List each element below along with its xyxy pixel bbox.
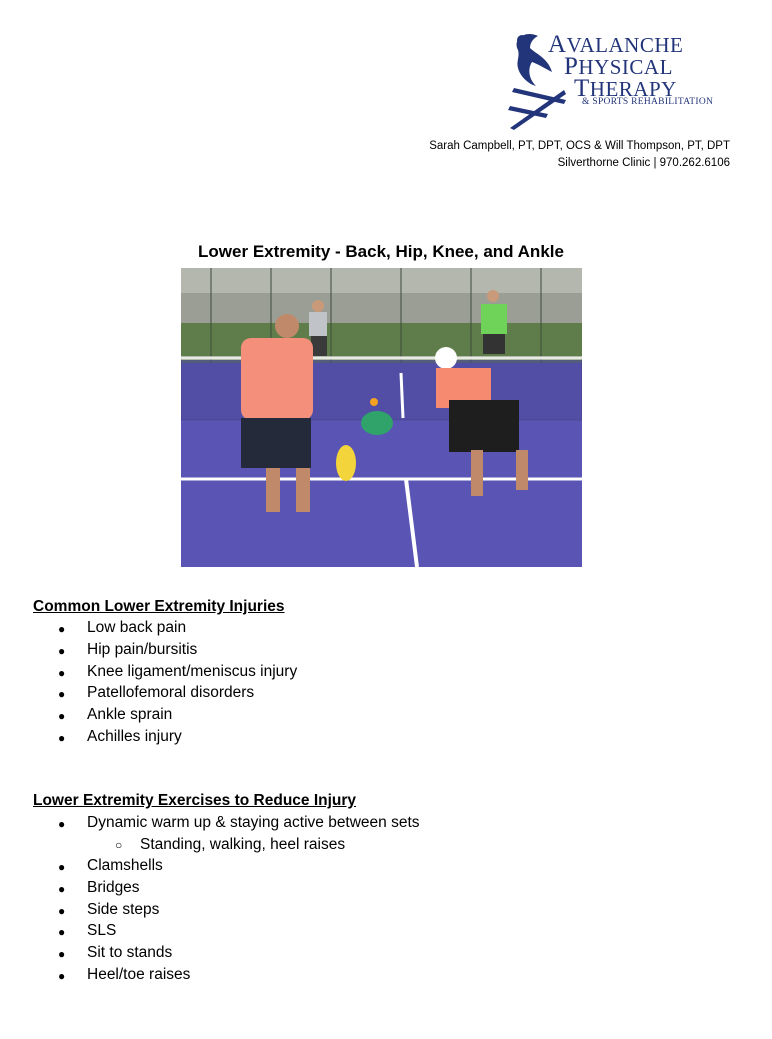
list-item: Heel/toe raises [87, 966, 191, 983]
list-item: Knee ligament/meniscus injury [87, 663, 298, 680]
list-bullet: ● [58, 644, 66, 658]
list-bullet: ● [58, 731, 66, 745]
list-bullet: ● [58, 687, 66, 701]
logo-line-4: & SPORTS REHABILITATION [582, 97, 714, 107]
clinic-logo [508, 28, 733, 130]
list-bullet: ● [58, 817, 66, 831]
list-item: Sit to stands [87, 944, 173, 961]
list-bullet: ● [58, 904, 66, 918]
logo-line-3: THERAPY [574, 75, 677, 102]
list-bullet: ● [58, 709, 66, 723]
list-bullet: ● [58, 860, 66, 874]
sub-list-item: Standing, walking, heel raises [140, 836, 346, 853]
list-item: SLS [87, 922, 117, 939]
injuries-heading: Common Lower Extremity Injuries [33, 598, 285, 615]
pickleball-photo [181, 268, 582, 567]
sub-bullet: ○ [115, 838, 123, 852]
list-item: Low back pain [87, 619, 187, 636]
list-item: Ankle sprain [87, 706, 173, 723]
clinic-line: Silverthorne Clinic | 970.262.6106 [557, 157, 730, 169]
page-title: Lower Extremity - Back, Hip, Knee, and Ankle [198, 242, 564, 261]
exercises-heading: Lower Extremity Exercises to Reduce Injury [33, 792, 357, 809]
list-bullet: ● [58, 969, 66, 983]
list-bullet: ● [58, 925, 66, 939]
list-item: Hip pain/bursitis [87, 641, 198, 658]
list-bullet: ● [58, 882, 66, 896]
list-bullet: ● [58, 622, 66, 636]
list-bullet: ● [58, 947, 66, 961]
logo-line-1: AVALANCHE [548, 31, 684, 58]
list-item: Achilles injury [87, 728, 182, 745]
logo-line-2: PHYSICAL [564, 53, 673, 80]
list-item: Clamshells [87, 857, 163, 874]
list-item: Side steps [87, 901, 160, 918]
list-item: Patellofemoral disorders [87, 684, 255, 701]
authors-line: Sarah Campbell, PT, DPT, OCS & Will Thompson, PT, DPT [429, 140, 730, 152]
list-item: Bridges [87, 879, 140, 896]
list-bullet: ● [58, 666, 66, 680]
list-item: Dynamic warm up & staying active between sets [87, 814, 420, 831]
